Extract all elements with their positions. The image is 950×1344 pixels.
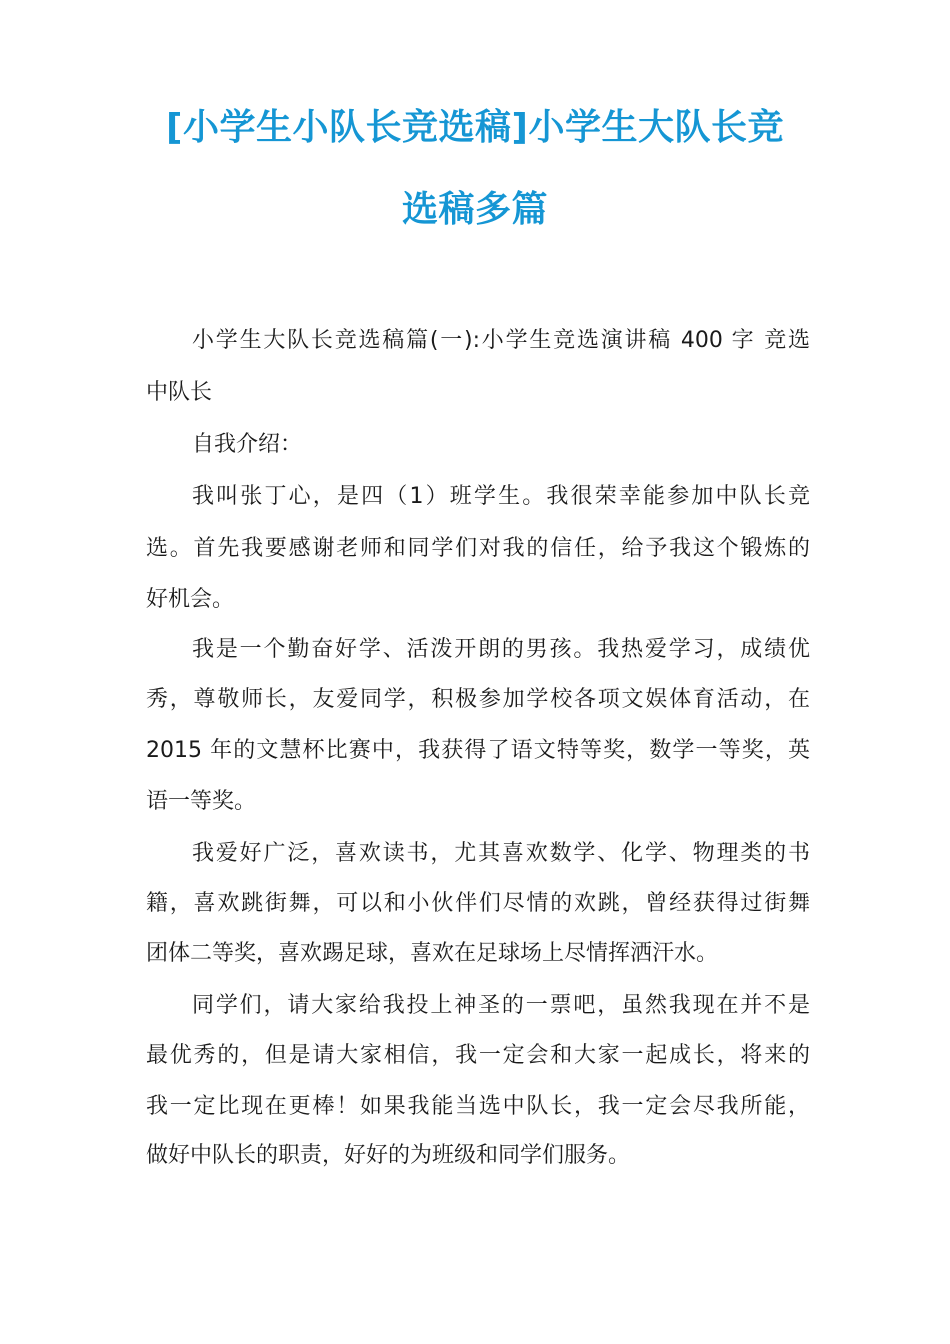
paragraph-line: 秀，尊敬师长，友爱同学，积极参加学校各项文娱体育活动，在 xyxy=(146,687,810,712)
paragraph-line: 团体二等奖，喜欢踢足球，喜欢在足球场上尽情挥洒汗水。 xyxy=(146,941,719,966)
paragraph-line: 2015 年的文慧杯比赛中，我获得了语文特等奖，数学一等奖，英 xyxy=(146,738,810,763)
paragraph-line: 最优秀的，但是请大家相信，我一定会和大家一起成长，将来的 xyxy=(146,1043,810,1068)
paragraph-line: 我叫张丁心，是四（1）班学生。我很荣幸能参加中队长竞 xyxy=(192,484,810,509)
paragraph-line: 我爱好广泛，喜欢读书，尤其喜欢数学、化学、物理类的书 xyxy=(192,841,810,866)
paragraph-line: 籍，喜欢跳街舞，可以和小伙伴们尽情的欢跳，曾经获得过街舞 xyxy=(146,891,810,916)
subtitle-line: 小学生大队长竞选稿篇(一):小学生竞选演讲稿 400 字 竞选 xyxy=(192,328,810,353)
paragraph-line: 选。首先我要感谢老师和同学们对我的信任，给予我这个锻炼的 xyxy=(146,536,810,561)
paragraph-line: 同学们，请大家给我投上神圣的一票吧，虽然我现在并不是 xyxy=(192,993,810,1018)
paragraph-line: 语一等奖。 xyxy=(146,789,257,814)
document-title-line-1: [小学生小队长竞选稿]小学生大队长竞 xyxy=(166,107,784,148)
subtitle-line: 中队长 xyxy=(146,380,213,405)
section-heading: 自我介绍： xyxy=(192,432,303,457)
paragraph-line: 好机会。 xyxy=(146,587,235,612)
paragraph-line: 我是一个勤奋好学、活泼开朗的男孩。我热爱学习，成绩优 xyxy=(192,637,810,662)
paragraph-line: 我一定比现在更棒！如果我能当选中队长，我一定会尽我所能， xyxy=(146,1094,810,1119)
paragraph-line: 做好中队长的职责，好好的为班级和同学们服务。 xyxy=(146,1143,631,1168)
document-title-line-2: 选稿多篇 xyxy=(401,189,548,230)
